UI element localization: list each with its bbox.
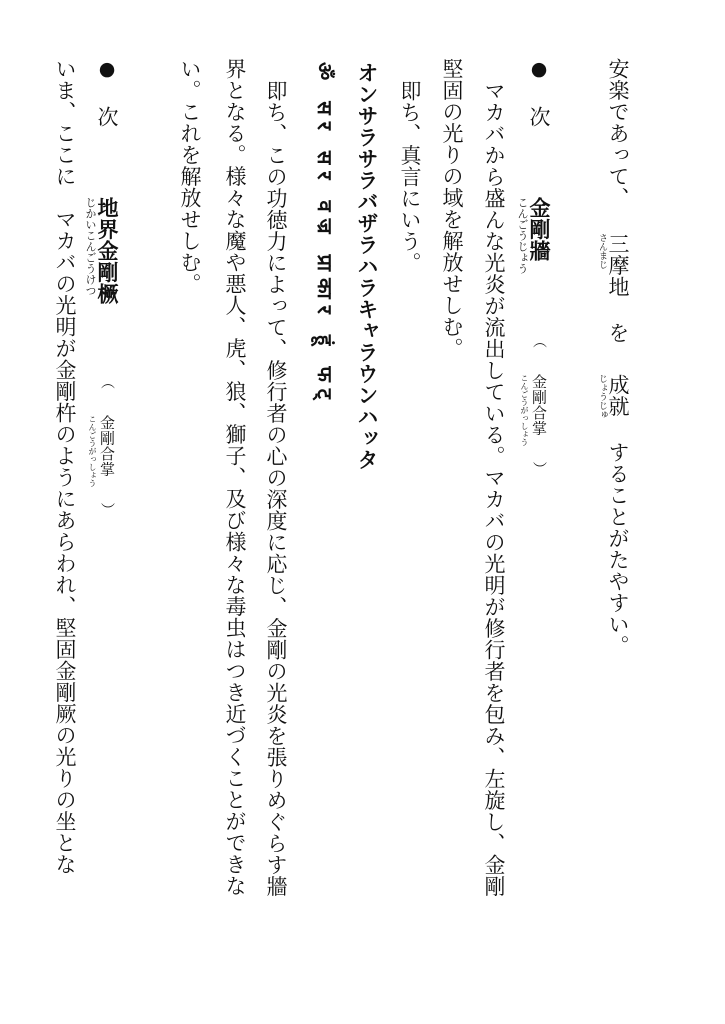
mantra-siddham: ॐ सर सर वज्र प्राकार हूं फट्: [313, 62, 337, 406]
ruby-kongoujou: [516, 196, 552, 274]
ruby-kongougasshou-2: [88, 415, 118, 487]
word-jouju: 成就: [606, 374, 630, 417]
heading-prefix: 次: [95, 106, 119, 128]
section-heading-kongoujou: [516, 58, 552, 476]
ruby-jikaikongouketsu: [84, 196, 120, 305]
paren-text: 金剛合掌: [530, 374, 548, 436]
mantra-katakana: オンサラサラバザラハラキャラウンハッタ: [355, 62, 380, 471]
word-sanmaji: 三摩地: [606, 233, 630, 298]
bullet-icon: ●: [528, 58, 550, 81]
text-line-12: いま、ここに マカバの光明が金剛杵のようにあらわれ、堅固金剛厥の光りの坐とな: [53, 58, 77, 875]
line-1-end: することがたやすい。: [606, 441, 630, 657]
heading-title: 地界金剛橛: [95, 196, 120, 304]
heading-title-ruby: じかいこんごうけつ: [84, 196, 97, 296]
ruby-text-jouju: じょうじゅ: [597, 374, 607, 419]
ruby-text-sanmaji: さんまじ: [597, 233, 607, 269]
heading-prefix: 次: [527, 106, 551, 128]
text-line-3: マカバから盛んな光炎が流出している。マカバの光明が修行者を包み、左旋し、金剛: [482, 80, 506, 897]
ruby-sanmaji: [597, 233, 630, 298]
line-1-start: 安楽であって、: [606, 58, 630, 209]
text-line-5: 即ち、真言にいう。: [398, 80, 422, 274]
paren-open: （: [99, 375, 115, 390]
bullet-icon: ●: [96, 58, 118, 81]
text-line-10: い。これを解放せしむ。: [178, 58, 202, 295]
paren-text-ruby: こんごうがっしょう: [88, 415, 97, 487]
paren-text-ruby: こんごうがっしょう: [520, 374, 529, 446]
heading-title-ruby: こんごうじょう: [516, 196, 529, 274]
heading-title: 金剛牆: [527, 196, 552, 261]
paren-close: ）: [531, 461, 547, 476]
line-1-mid: を: [606, 322, 630, 344]
ruby-kongougasshou: [520, 374, 550, 446]
text-line-4: 堅固の光りの域を解放せしむ。: [440, 58, 464, 359]
paren-text: 金剛合掌: [98, 415, 116, 477]
paren-close: ）: [99, 502, 115, 517]
ruby-jouju: [597, 374, 630, 419]
paren-open: （: [531, 334, 547, 349]
section-heading-jikaikongouketsu: [84, 58, 120, 517]
text-line-9: 界となる。様々な魔や悪人、虎、狼、獅子、及び様々な毒虫はつき近づくことができな: [223, 58, 247, 897]
text-line-1: [597, 58, 630, 657]
text-line-8: 即ち、この功徳力によって、修行者の心の深度に応じ、金剛の光炎を張りめぐらす牆: [264, 80, 288, 897]
